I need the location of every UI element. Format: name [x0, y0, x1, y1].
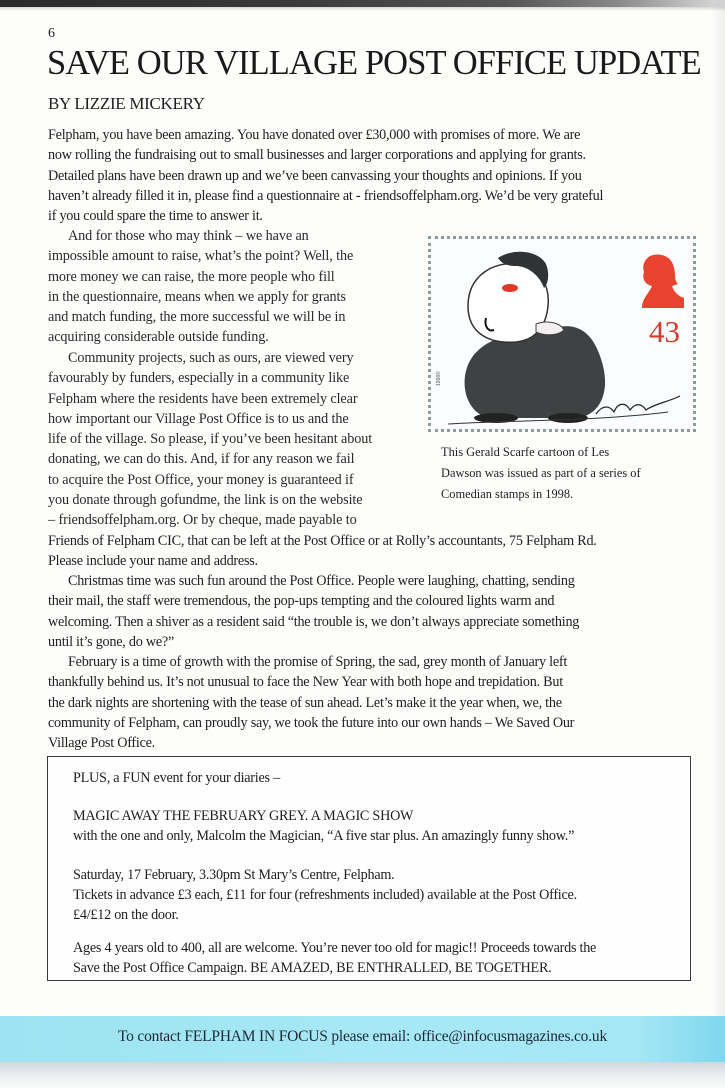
- text-line: until it’s gone, do we?”: [48, 633, 174, 650]
- text-line: thankfully behind us. It’s not unusual to face the New Year with both hope and trepidation. But: [48, 674, 563, 691]
- text-line: in the questionnaire, means when we apply for grants: [48, 288, 346, 305]
- text-line: donating, we can do this. And, if for any reason we fail: [48, 451, 355, 468]
- cartoon-suit: [465, 326, 605, 418]
- stamp-caption: [441, 442, 701, 505]
- text-line: the dark nights are shortening with the tease of sun ahead. Let’s make it the year when, we, the: [48, 694, 562, 711]
- caption-line: Comedian stamps in 1998.: [441, 487, 574, 501]
- text-line: more money we can raise, the more people who fill: [48, 268, 335, 285]
- text-line: – friendsoffelpham.org. Or by cheque, made payable to: [48, 512, 357, 529]
- text-line: if you could spare the time to answer it.: [48, 208, 263, 225]
- text-line: their mail, the staff were tremendous, the pop-ups tempting and the coloured lights warm and: [48, 593, 555, 610]
- text-line: Community projects, such as ours, are viewed very: [68, 350, 354, 366]
- caption-line: Dawson was issued as part of a series of: [441, 466, 641, 480]
- caption-line: This Gerald Scarfe cartoon of Les: [441, 445, 610, 459]
- article-paragraph-5: [48, 652, 696, 753]
- article-byline: BY LIZZIE MICKERY: [48, 94, 205, 113]
- page-top-edge: [0, 0, 725, 7]
- article-title: SAVE OUR VILLAGE POST OFFICE UPDATE: [47, 44, 701, 82]
- text-line: acquiring considerable outside funding.: [48, 329, 269, 346]
- article-paragraph-1: [48, 125, 696, 226]
- text-line: you donate through gofundme, the link is on the website: [48, 492, 363, 509]
- page-number: 6: [48, 26, 55, 41]
- comedian-stamp-image: [428, 236, 696, 432]
- article-paragraph-3-continued: [48, 531, 696, 572]
- event-intro: PLUS, a FUN event for your diaries –: [73, 770, 280, 786]
- text-line: Felpham where the residents have been extremely clear: [48, 390, 358, 407]
- text-line: to acquire the Post Office, your money is guaranteed if: [48, 471, 354, 488]
- stamp-value: 43: [649, 314, 680, 349]
- page-right-shade: [711, 0, 725, 1088]
- text-line: Please include your name and address.: [48, 553, 258, 570]
- text-line: Felpham, you have been amazing. You have donated over £30,000 with promises of more. We are: [48, 127, 581, 143]
- page-top-shadow: [0, 7, 725, 11]
- text-line: February is a time of growth with the promise of Spring, the sad, grey month of January left: [68, 654, 568, 670]
- stamp-year-mark: 1998©: [436, 371, 442, 386]
- event-headline: MAGIC AWAY THE FEBRUARY GREY. A MAGIC SHOW: [73, 808, 414, 824]
- text-line: favourably by funders, especially in a community like: [48, 370, 350, 387]
- cartoon-foot-right: [548, 413, 588, 423]
- cartoon-hands: [536, 322, 564, 335]
- signature-scribble: [596, 396, 680, 414]
- event-closing: Save the Post Office Campaign. BE AMAZED, BE ENTHRALLED, BE TOGETHER.: [73, 960, 552, 976]
- event-date-venue: Saturday, 17 February, 3.30pm St Mary’s Centre, Felpham.: [73, 867, 395, 883]
- text-line: And for those who may think – we have an: [68, 228, 309, 244]
- article-paragraph-3: [48, 348, 413, 531]
- text-line: haven’t already filled it in, please find a questionnaire at - friendsoffelpham.org. We’d be very grateful: [48, 187, 604, 204]
- event-performer: with the one and only, Malcolm the Magician, “A five star plus. An amazingly funny show.”: [73, 828, 575, 844]
- event-announcement-box: [47, 756, 691, 981]
- text-line: now rolling the fundraising out to small businesses and larger corporations and applying for grants.: [48, 147, 586, 164]
- cartoon-nose: [502, 284, 518, 292]
- text-line: Village Post Office.: [48, 735, 155, 752]
- footer-shadow: [0, 1062, 725, 1088]
- text-line: how important our Village Post Office is to us and the: [48, 410, 349, 427]
- text-line: life of the village. So please, if you’ve been hesitant about: [48, 431, 373, 448]
- text-line: Friends of Felpham CIC, that can be left at the Post Office or at Rolly’s accountants, 75 Felpham Rd.: [48, 533, 597, 549]
- footer-contact-text: To contact FELPHAM IN FOCUS please email: office@infocusmagazines.co.uk: [118, 1028, 607, 1045]
- text-line: and match funding, the more successful we will be in: [48, 309, 346, 326]
- event-ticket-prices: Tickets in advance £3 each, £11 for four (refreshments included) available at the Post Office.: [73, 887, 577, 903]
- text-line: Detailed plans have been drawn up and we’ve been canvassing your thoughts and opinions. If you: [48, 167, 582, 184]
- text-line: community of Felpham, can proudly say, we took the future into our own hands – We Saved Our: [48, 714, 575, 731]
- text-line: welcoming. Then a shiver as a resident said “the trouble is, we don’t always appreciate something: [48, 613, 580, 630]
- text-line: Christmas time was such fun around the Post Office. People were laughing, chatting, sending: [68, 573, 575, 589]
- article-paragraph-2: [48, 226, 413, 348]
- event-door-price: £4/£12 on the door.: [73, 907, 179, 923]
- text-line: impossible amount to raise, what’s the point? Well, the: [48, 248, 354, 265]
- queen-silhouette-icon: [642, 255, 684, 309]
- event-ages: Ages 4 years old to 400, all are welcome. You’re never too old for magic!! Proceeds towards the: [73, 940, 597, 956]
- article-paragraph-4: [48, 571, 696, 652]
